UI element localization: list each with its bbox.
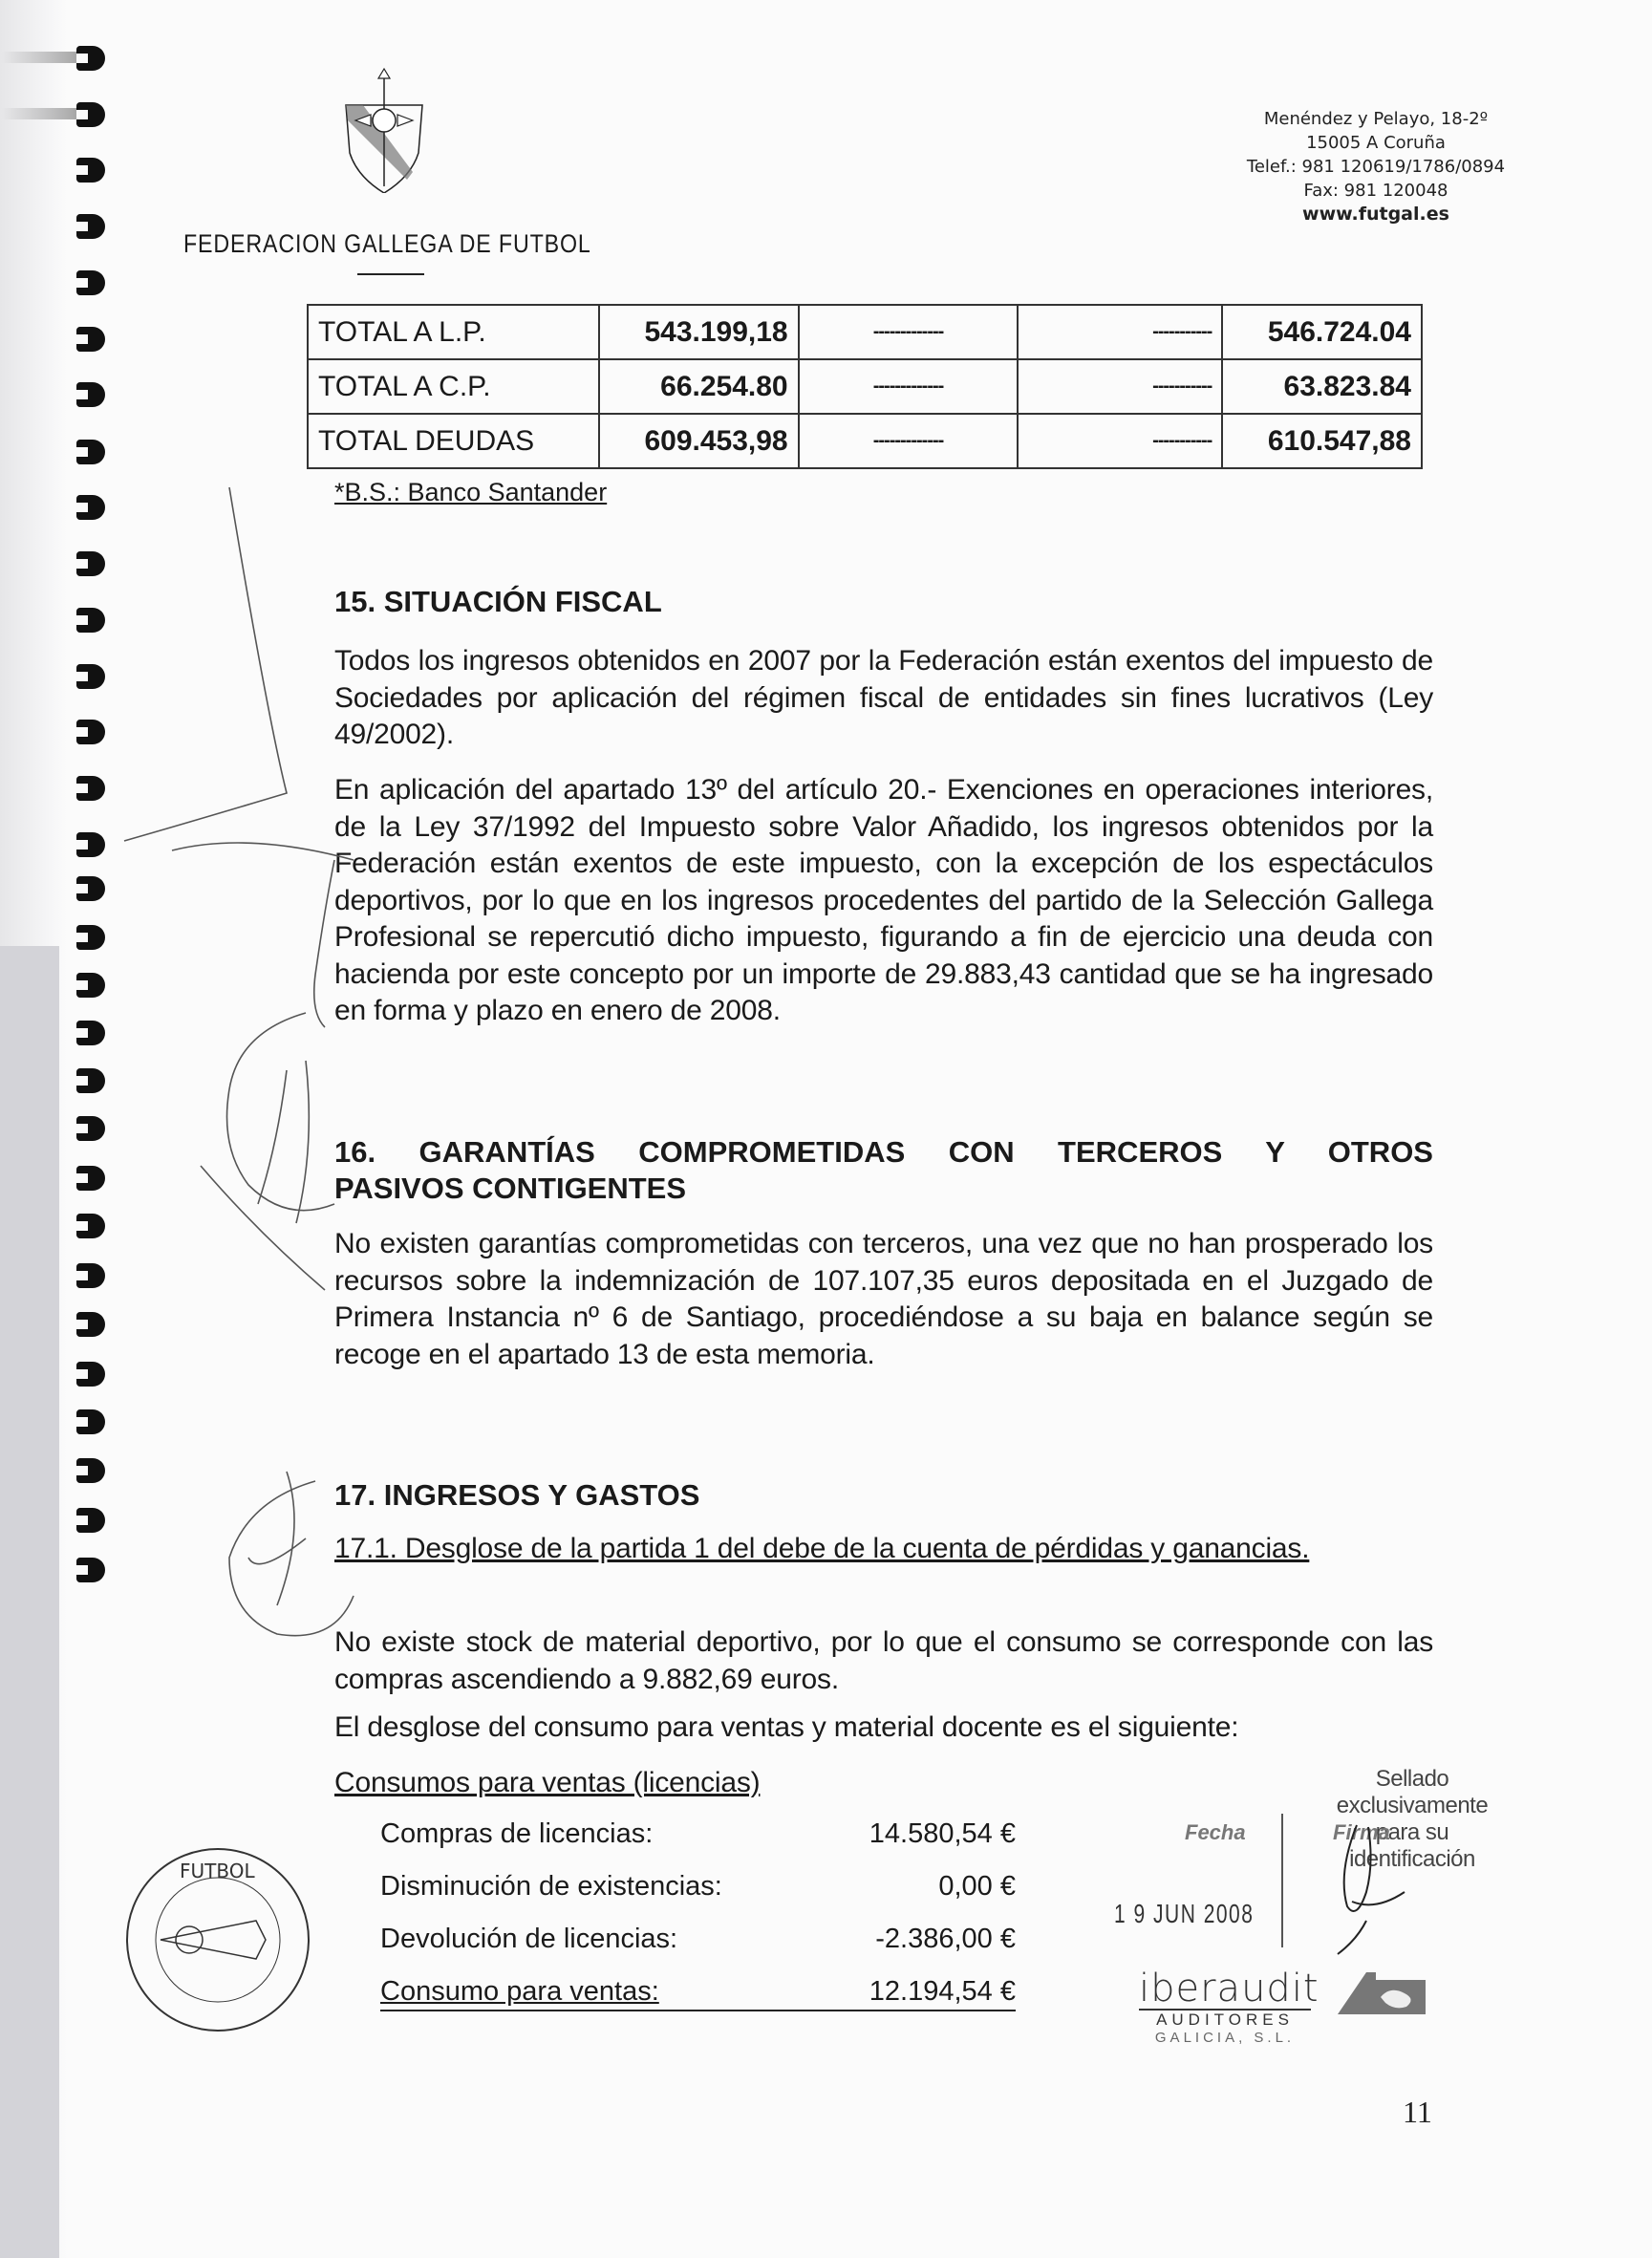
binder-ring-icon <box>76 158 105 183</box>
consumo-label: Disminución de existencias: <box>380 1871 722 1902</box>
section-16-title-line-1: 16. GARANTÍAS COMPROMETIDAS CON TERCEROS Y OTROS <box>334 1135 1433 1169</box>
consumo-total-row <box>380 1976 1016 2008</box>
consumo-value: -2.386,00 € <box>875 1924 1016 1954</box>
binder-ring-icon <box>76 495 105 520</box>
binder-ring-icon <box>76 876 105 901</box>
fax-line: Fax: 981 120048 <box>1303 181 1448 201</box>
section-15-title: 15. SITUACIÓN FISCAL <box>334 585 662 618</box>
consumos-title: Consumos para ventas (licencias) <box>334 1767 761 1798</box>
section-16-title-line-2: PASIVOS CONTIGENTES <box>334 1172 687 1205</box>
consumo-value: 0,00 € <box>938 1871 1016 1902</box>
phone-line: Telef.: 981 120619/1786/0894 <box>1246 157 1506 177</box>
consumo-value: 12.194,54 € <box>869 1976 1016 2007</box>
binder-ring-icon <box>76 551 105 576</box>
stamp-line: para su identificación <box>1349 1819 1475 1872</box>
stamp-date: 1 9 JUN 2008 <box>1114 1899 1255 1928</box>
auditor-logo-block <box>1139 1967 1319 2046</box>
cell-value: ----------- <box>1018 305 1222 359</box>
address-block <box>1233 107 1519 226</box>
section-16-paragraph: No existen garantías comprometidas con terceros, una vez que no han prosperado los recursos sobre la indemnización de 107.107,35 euros depositada en el Juzgado de Primera Instancia nº 6 de Santiago, procediéndose a su baja en balance según se recoge en el apartado 13 de esta memoria. <box>334 1228 1433 1370</box>
stamp-fecha-label: Fecha <box>1185 1820 1246 1844</box>
binder-ring-icon <box>76 832 105 857</box>
binder-ring-icon <box>76 1263 105 1288</box>
section-17-paragraph-1: No existe stock de material deportivo, por lo que el consumo se corresponde con las compras ascendiendo a 9.882,69 euros. <box>334 1626 1433 1695</box>
binder-ring-icon <box>76 664 105 689</box>
cell-value: ------------- <box>799 305 1019 359</box>
section-17-paragraph-2: El desglose del consumo para ventas y material docente es el siguiente: <box>334 1711 1239 1743</box>
debt-totals-table <box>307 304 1423 469</box>
table-row <box>308 414 1422 468</box>
binder-ring-icon <box>76 1116 105 1141</box>
consumo-value: 14.580,54 € <box>869 1818 1016 1849</box>
row-label: TOTAL DEUDAS <box>308 414 599 468</box>
binder-ring-icon <box>76 1458 105 1483</box>
binder-ring-icon <box>76 46 105 71</box>
federation-seal-icon <box>122 1844 313 2035</box>
cell-value: 66.254.80 <box>599 359 799 414</box>
cell-value: 543.199,18 <box>599 305 799 359</box>
binder-ring-icon <box>76 1312 105 1337</box>
binder-ring-icon <box>76 973 105 998</box>
binder-ring-icon <box>76 1362 105 1387</box>
website-link[interactable]: www.futgal.es <box>1302 204 1449 225</box>
binder-ring-icon <box>76 214 105 239</box>
consumo-row <box>380 1924 1016 1955</box>
consumo-label: Consumo para ventas: <box>380 1976 659 2007</box>
row-label: TOTAL A L.P. <box>308 305 599 359</box>
auditor-subtitle: GALICIA, S.L. <box>1154 2030 1296 2046</box>
table-footnote: *B.S.: Banco Santander <box>334 478 608 506</box>
binder-ring-icon <box>76 270 105 295</box>
binder-ring-icon <box>76 1021 105 1045</box>
binder-ring-icon <box>76 1068 105 1093</box>
cell-value: 610.547,88 <box>1222 414 1422 468</box>
binder-ring-icon <box>76 327 105 352</box>
page-number: 11 <box>1403 2095 1432 2129</box>
binder-ring-icon <box>76 608 105 633</box>
cell-value: ----------- <box>1018 359 1222 414</box>
cell-value: ------------- <box>799 359 1019 414</box>
section-15-paragraph-1: Todos los ingresos obtenidos en 2007 por la Federación están exentos del impuesto de Sociedades por aplicación del régimen fiscal de entidades sin fines lucrativos (Ley 49/2002). <box>334 645 1433 750</box>
federation-shield-logo-icon <box>344 67 424 193</box>
table-row <box>308 359 1422 414</box>
binder-ring-icon <box>76 382 105 407</box>
stamp-divider <box>1281 1814 1283 1947</box>
cell-value: 546.724.04 <box>1222 305 1422 359</box>
audit-stamp-caption <box>1317 1766 1508 1873</box>
cell-value: ------------- <box>799 414 1019 468</box>
organization-name: FEDERACION GALLEGA DE FUTBOL <box>183 229 591 258</box>
cell-value: 63.823.84 <box>1222 359 1422 414</box>
cell-value: 609.453,98 <box>599 414 799 468</box>
stamp-firma-label: Firma <box>1333 1820 1390 1844</box>
binder-ring-icon <box>76 1508 105 1533</box>
auditor-subtitle: AUDITORES <box>1156 2011 1294 2029</box>
consumo-row <box>380 1818 1016 1850</box>
section-17-title: 17. INGRESOS Y GASTOS <box>334 1478 700 1512</box>
handwritten-signature-icon <box>115 478 363 1720</box>
scan-underlying-sheet <box>0 946 59 2258</box>
auditor-emblem-icon <box>1338 1968 1428 2016</box>
binder-ring-icon <box>76 776 105 801</box>
auditor-brand: iberaudit <box>1139 1967 1319 2011</box>
binder-ring-icon <box>76 925 105 950</box>
section-17-1-subtitle: 17.1. Desglose de la partida 1 del debe de la cuenta de pérdidas y ganancias. <box>334 1533 1310 1564</box>
binder-ring-icon <box>76 1214 105 1238</box>
cell-value: ----------- <box>1018 414 1222 468</box>
header-rule <box>357 273 424 275</box>
binder-ring-icon <box>76 1166 105 1191</box>
address-line: Menéndez y Pelayo, 18-2º <box>1263 109 1489 129</box>
consumo-label: Compras de licencias: <box>380 1818 654 1849</box>
binder-ring-icon <box>76 102 105 127</box>
consumo-label: Devolución de licencias: <box>380 1924 678 1954</box>
row-label: TOTAL A C.P. <box>308 359 599 414</box>
binder-ring-icon <box>76 1558 105 1582</box>
stamp-line: Sellado exclusivamente <box>1336 1766 1489 1818</box>
svg-text:FUTBOL: FUTBOL <box>180 1860 255 1882</box>
binder-ring-icon <box>76 1409 105 1434</box>
binder-ring-icon <box>76 440 105 464</box>
binder-ring-icon <box>76 720 105 744</box>
table-row <box>308 305 1422 359</box>
address-line: 15005 A Coruña <box>1306 133 1446 153</box>
consumo-row <box>380 1871 1016 1903</box>
section-15-paragraph-2: En aplicación del apartado 13º del artículo 20.- Exenciones en operaciones interiores, de la Ley 37/1992 del Impuesto sobre Valor Añadido, los ingresos obtenidos por la Federación están exentos de este impuesto, con la excepción de los espectáculos deportivos, por lo que en los ingresos procedentes del partido de la Selección Gallega Profesional se repercutió dicho impuesto, figurando a fin de ejercicio una deuda con hacienda por este concepto por un importe de 29.883,43 cantidad que se ha ingresado en forma y plazo en enero de 2008. <box>334 774 1433 1026</box>
